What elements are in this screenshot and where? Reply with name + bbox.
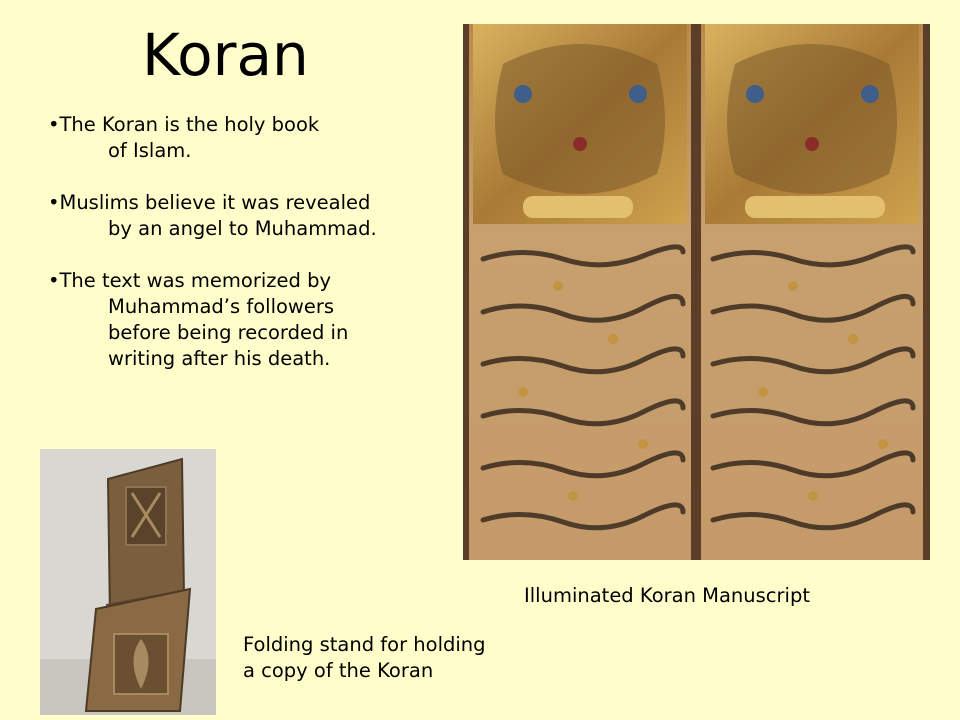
manuscript-caption: Illuminated Koran Manuscript	[524, 584, 810, 607]
bullet-item	[48, 190, 448, 242]
bullet-line: •Muslims believe it was revealed	[48, 191, 371, 214]
bullet-item	[48, 112, 448, 164]
bullet-line: before being recorded in	[108, 321, 349, 344]
bullet-line: •The text was memorized by	[48, 269, 331, 292]
manuscript-illustration	[463, 24, 930, 560]
bullet-line: Muhammad’s followers	[108, 295, 335, 318]
stand-caption-line: a copy of the Koran	[243, 659, 434, 682]
folding-stand-illustration	[40, 449, 216, 715]
folding-stand-image	[40, 449, 216, 715]
stand-caption-line: Folding stand for holding	[243, 633, 486, 656]
bullet-line: •The Koran is the holy book	[48, 113, 320, 136]
stand-caption	[243, 632, 486, 684]
bullet-item	[48, 268, 448, 372]
manuscript-image	[463, 24, 930, 560]
bullet-line: by an angel to Muhammad.	[108, 217, 377, 240]
bullet-line: of Islam.	[108, 139, 192, 162]
bullet-list	[48, 112, 448, 398]
slide-title: Koran	[142, 21, 309, 89]
bullet-line: writing after his death.	[108, 347, 331, 370]
